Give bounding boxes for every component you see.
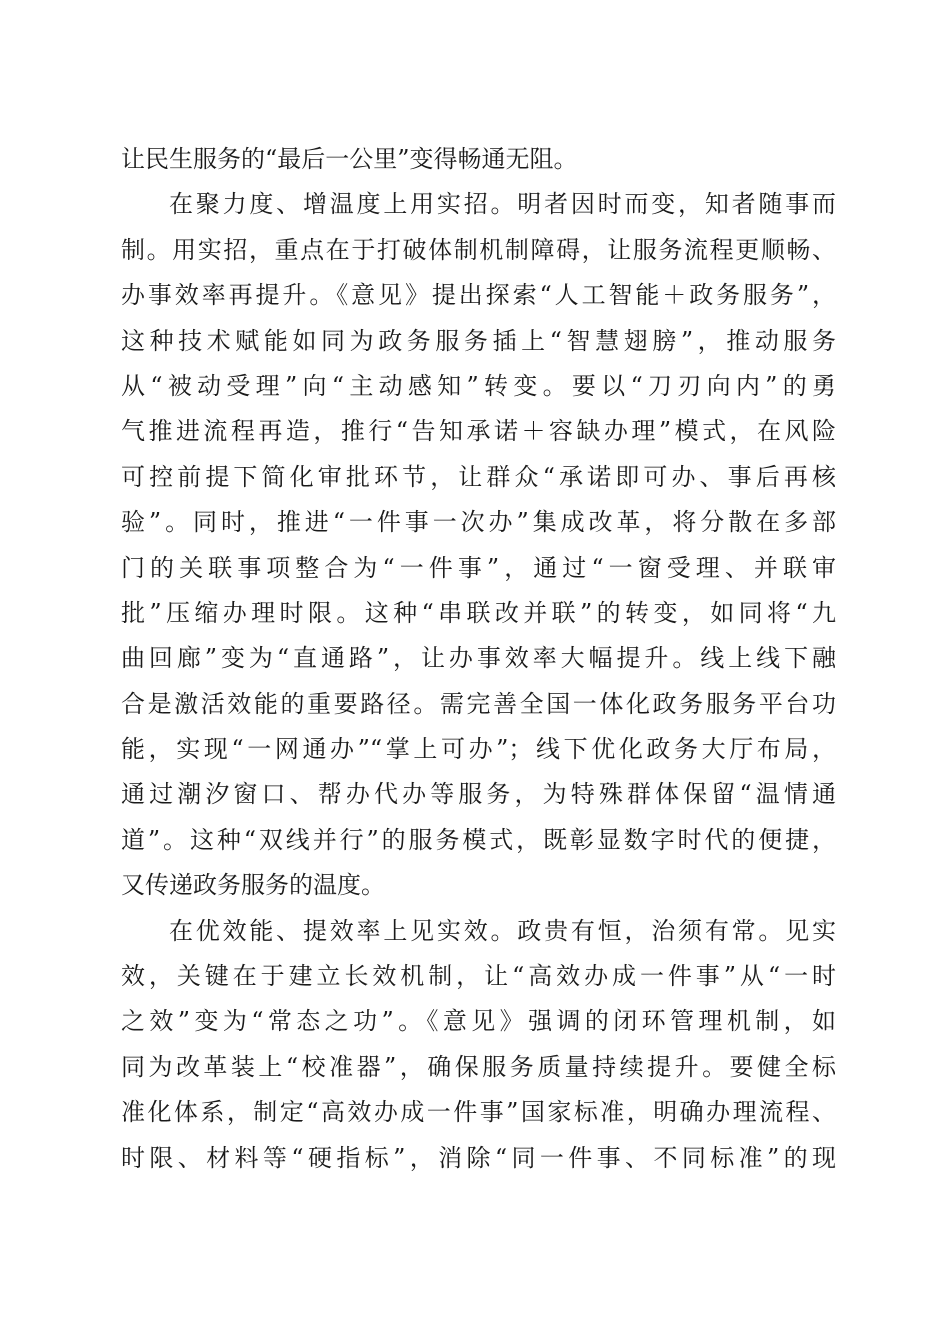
text-line: 从“被动受理”向“主动感知”转变。要以“刀刃向内”的勇 — [121, 371, 836, 400]
body-text — [121, 137, 836, 1181]
text-line: 之效”变为“常态之功”。《意见》强调的闭环管理机制，如 — [121, 1007, 836, 1036]
paragraph-start-line: 在聚力度、增温度上用实招。明者因时而变，知者随事而 — [169, 190, 836, 219]
text-line: 准化体系，制定“高效办成一件事”国家标准，明确办理流程、 — [121, 1098, 836, 1127]
text-line: 让民生服务的“最后一公里”变得畅通无阻。 — [121, 145, 578, 173]
text-line: 可控前提下简化审批环节，让群众“承诺即可办、事后再核 — [121, 462, 836, 491]
text-line: 门的关联事项整合为“一件事”，通过“一窗受理、并联审 — [121, 553, 836, 582]
text-line: 道”。这种“双线并行”的服务模式，既彰显数字时代的便捷， — [121, 825, 836, 854]
text-line: 气推进流程再造，推行“告知承诺＋容缺办理”模式，在风险 — [121, 417, 836, 446]
text-line: 验”。同时，推进“一件事一次办”集成改革，将分散在多部 — [121, 508, 836, 537]
text-line: 能，实现“一网通办”“掌上可办”；线下优化政务大厅布局， — [121, 735, 836, 764]
text-line: 又传递政务服务的温度。 — [121, 871, 385, 900]
text-line: 制。用实招，重点在于打破体制机制障碍，让服务流程更顺畅、 — [121, 235, 836, 264]
text-line: 办事效率再提升。《意见》提出探索“人工智能＋政务服务”， — [121, 281, 836, 310]
paragraph-start-line: 在优效能、提效率上见实效。政贵有恒，治须有常。见实 — [169, 916, 836, 945]
text-line: 效，关键在于建立长效机制，让“高效办成一件事”从“一时 — [121, 962, 836, 991]
text-line: 时限、材料等“硬指标”，消除“同一件事、不同标准”的现 — [121, 1143, 836, 1172]
text-line: 这种技术赋能如同为政务服务插上“智慧翅膀”，推动服务 — [121, 326, 836, 355]
text-line: 批”压缩办理时限。这种“串联改并联”的转变，如同将“九 — [121, 598, 836, 627]
text-line: 曲回廊”变为“直通路”，让办事效率大幅提升。线上线下融 — [121, 644, 836, 673]
text-line: 同为改革装上“校准器”，确保服务质量持续提升。要健全标 — [121, 1052, 836, 1081]
text-line: 合是激活效能的重要路径。需完善全国一体化政务服务平台功 — [121, 689, 836, 718]
text-line: 通过潮汐窗口、帮办代办等服务，为特殊群体保留“温情通 — [121, 780, 836, 809]
